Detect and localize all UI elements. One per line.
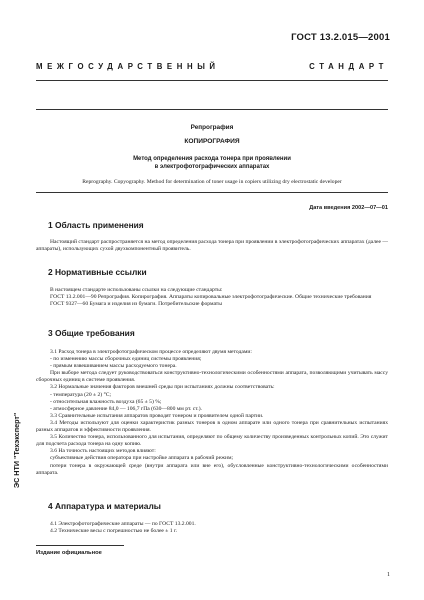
- paragraph: 3.6 На точность настоящих методов влияют:: [50, 448, 156, 455]
- paragraph: - прямым взвешиванием массы расходуемого тонера.: [50, 363, 177, 370]
- paragraph: 3.4 Методы используют для оценки характеристик разных тонеров в одном аппарате или одного тонера при сравнительных испытаниях разных аппаратов и эффективности проявления.: [36, 419, 388, 434]
- paragraph: В настоящем стандарте использованы ссылки на следующие стандарты:: [50, 287, 223, 293]
- paragraph: При выборе метода следует руководствоваться конструктивно-технологическими особенностями аппарата, позволяющими учитывать массу сборочных единиц в системе проявления.: [36, 370, 388, 384]
- paragraph: 4.2 Технические весы с погрешностью не более ± 1 г.: [50, 528, 178, 535]
- banner-divider-bottom: [36, 109, 388, 110]
- paragraph: потери тонера в окружающей среде (внутри аппарата или вне его), обусловленные конструктивно-технологическими особенностями аппарата.: [36, 462, 388, 476]
- english-title: Reprography. Copyography. Method for determination of toner usage in copiers utilizing dry electrostatic developer: [82, 179, 342, 185]
- subtitle-line-1: Метод определения расхода тонера при проявлении: [133, 156, 291, 162]
- footer-divider: [36, 545, 124, 546]
- section-1-heading: 1 Область применения: [48, 220, 144, 230]
- paragraph: 3.5 Количество тонера, использованного для испытания, определяют по общему количеству произведенных контрольных копий. Это служит для подсчета расхода тонера на одну копию.: [36, 434, 388, 448]
- official-edition-label: Издание официальное: [36, 550, 102, 556]
- section-3-heading: 3 Общие требования: [48, 328, 135, 338]
- section-4-body: [36, 521, 388, 535]
- section-2-body: [36, 287, 388, 308]
- effective-date: Дата введения 2002—07—01: [309, 205, 388, 211]
- paragraph: - относительная влажность воздуха (65 ± 5) %;: [50, 398, 162, 405]
- section-1-body: [36, 239, 388, 253]
- standard-group: Репрография: [190, 124, 234, 131]
- standard-banner: МЕЖГОСУДАРСТВЕННЫЙ СТАНДАРТ: [36, 62, 388, 71]
- paragraph: субъективные действия оператора при настройке аппарата в рабочий режим;: [50, 455, 234, 462]
- page-number: 1: [387, 572, 390, 578]
- paragraph: 3.2 Нормальные значения факторов внешней среды при испытаниях должны соответствовать:: [50, 384, 275, 391]
- paragraph: 4.1 Электрофотографические аппараты — по ГОСТ 13.2.001.: [50, 521, 196, 527]
- standard-title: КОПИРОГРАФИЯ: [184, 138, 240, 145]
- paragraph: 3.3 Сравнительные испытания аппаратов проводят тонером и проявителем одной партии.: [50, 412, 264, 419]
- paragraph: 3.1 Расход тонера в электрофотографическом процессе определяют двумя методами:: [50, 349, 252, 355]
- subtitle-line-2: в электрофотографических аппаратах: [154, 163, 270, 170]
- paragraph: ГОСТ 9327—60 Бумага и изделия из бумаги. Потребительские форматы: [50, 301, 222, 308]
- banner-divider-top: [36, 80, 388, 81]
- paragraph: - атмосферное давление 84,0 — 106,7 гПа (630—800 мм рт. ст.).: [50, 405, 202, 412]
- section-2-heading: 2 Нормативные ссылки: [48, 267, 147, 277]
- paragraph: Настоящий стандарт распространяется на метод определения расхода тонера при проявлении в электрофотографических аппаратах (далее — аппараты), использующих сухой двухкомпонентный проявитель.: [36, 239, 388, 253]
- paragraph: - по изменению массы сборочных единиц системы проявления;: [50, 356, 202, 363]
- vertical-publisher-stamp: ЭС НТИ "Техэксперт": [12, 412, 21, 488]
- paragraph: - температура (20 ± 2) °С;: [50, 391, 112, 398]
- document-id: ГОСТ 13.2.015—2001: [291, 32, 390, 43]
- title-divider: [36, 192, 388, 193]
- paragraph: ГОСТ 13.2.001—90 Репрография. Копирография. Аппараты копировальные электрофотографические. Общие технические требования: [50, 294, 372, 301]
- section-4-heading: 4 Аппаратура и материалы: [48, 501, 161, 511]
- standard-subtitle: [36, 156, 388, 172]
- section-3-body: [36, 349, 388, 477]
